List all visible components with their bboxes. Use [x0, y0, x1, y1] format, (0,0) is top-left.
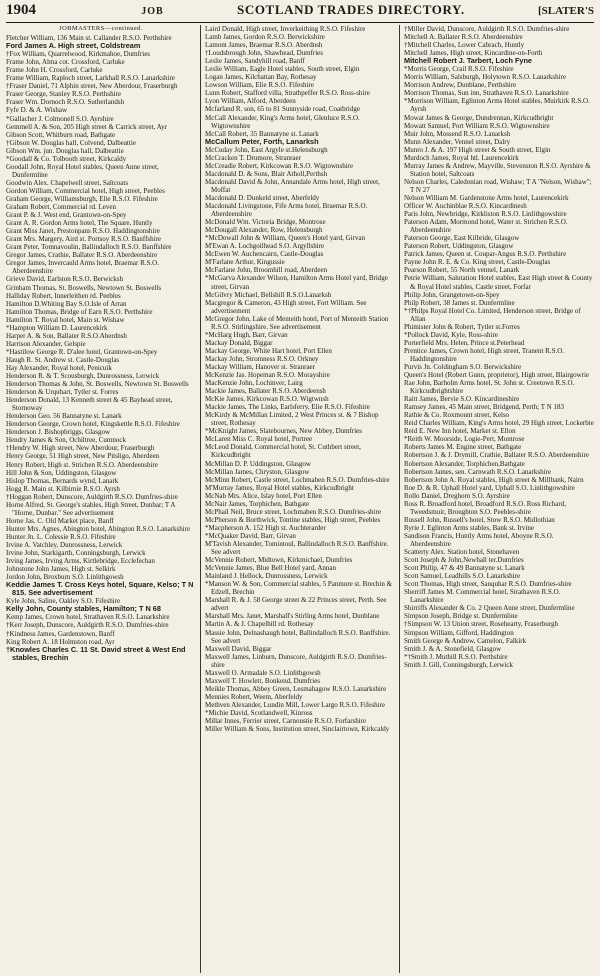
listing-entry: Frame John, Alma cot. Crossford, Carluke	[6, 58, 125, 67]
listing-entry: Maxwell T. Howlett, Bonkend, Dumfries	[205, 676, 321, 685]
listing-entry: McMillan D. P. Uddingston, Glasgow	[205, 459, 311, 468]
listing-entry: †Gibson W. Douglas hall, Colvend, Dalbeattie	[6, 138, 136, 147]
listing-entry: Henderson & Urquhart, Tytler st. Forres	[6, 388, 119, 397]
listing-entry-highlighted: McCallum Peter, Forth, Lanarksh	[205, 136, 319, 146]
listing-entry: M'Murray James, Royal Hotel stables, Kirkcudbright	[205, 483, 354, 492]
listing-entry: Scott Samuel, Leadhills S.O. Lanarkshire	[404, 572, 521, 581]
listing-entry: †Simpson W. 13 Union street, Rosehearty, Fraserburgh	[404, 620, 558, 629]
listing-entry: *Pollock David, Kyle, Ross-shire	[404, 330, 498, 339]
listing-entry: Hamilton T. Royal hotel, Main st. Wishaw	[6, 315, 125, 324]
listing-entry: Officer W. Auchinblae R.S.O. Kincardinesh	[404, 202, 527, 211]
listing-entry: Robertson J. & J. Drymill, Crathie, Ballater R.S.O. Aberdeenshire	[404, 451, 589, 460]
listing-entry: Lunn Robert, Stafford villa, Strathpeffer R.S.O. Ross-shire	[205, 89, 370, 98]
listing-entry: Munn Alexander, Vennel street, Dalry	[404, 137, 511, 146]
listing-entry: McLaren Miss C. Royal hotel, Portree	[205, 435, 313, 444]
listing-entry: Payne John R. E. & Co. King street, Castle-Douglas	[404, 258, 551, 267]
listing-entry: Hill John & Son, Uddingston, Glasgow	[6, 468, 117, 477]
listing-entry: †Mitchell Charles, Lower Cabrach, Huntly	[404, 41, 525, 50]
listing-entry: Murray James & Andrew, Mayville, Stevenston R.S.O. Ayrshire & Station hotel, Saltcoats	[404, 161, 591, 178]
listing-entry: Gordon William, Commercial hotel, High street, Peebles	[6, 186, 165, 195]
listing-entry: Maxwell David, Biggar	[205, 644, 272, 653]
listing-entry: Henderson J. Bishopbriggs, Glasgow	[6, 428, 111, 437]
listing-entry: †Hendry W. High street, New Aberdour, Fraserburgh	[6, 444, 155, 453]
listing-entry-highlighted: †Knowles Charles C. 11 St. David street & West End stables, Brechin	[6, 644, 186, 662]
listing-entry: Murdoch James, Royal htl. Laurencekirk	[404, 153, 519, 162]
listing-entry: Graham George, Williamsburgh, Elie R.S.O. Fifeshire	[6, 194, 158, 203]
listing-entry: *†Smith J. Muthill R.S.O. Perthshire	[404, 652, 508, 661]
listing-entry: Mackie James, Ballater R.S.O. Aberdeensh	[205, 387, 326, 396]
listing-entry: McNab Mrs. Alice, Islay hotel, Port Ellen	[205, 491, 322, 500]
listing-entry: †Hoggan Robert, Dunscore, Auldgirth R.S.O. Dumfries-shire	[6, 492, 178, 501]
publisher-label: [SLATER'S	[537, 5, 594, 17]
column-1	[6, 25, 196, 973]
listing-entry: Harrison Alexander, Gelspie	[6, 339, 86, 348]
listing-entry-highlighted: Mitchell Robert J. Tarbert, Loch Fyne	[404, 56, 532, 66]
listing-entry: Henderson R. & T. Scousburgh, Dunrossness, Lerwick	[6, 372, 160, 381]
listing-entry: *Goodall & Co. Tolbooth street, Kirkcaldy	[6, 154, 127, 163]
listing-entry: McPherson & Borthwick, Tontine stables, High street, Peebles	[205, 515, 381, 524]
listing-entry: *Hampton William D. Laurencekirk	[6, 323, 108, 332]
listing-entry: Hamilton Thomas, Bridge of Earn R.S.O. Perthshire	[6, 307, 153, 316]
listing-entry: Pearson Robert, 55 North vennel, Lanark	[404, 266, 520, 275]
listing-entry: Morrison Thomas, Sun inn, Strathaven R.S.O. Lanarkshire	[404, 89, 569, 98]
listing-entry: Marshall Mrs. Janet, Marshall's Stirling Arms hotel, Dunblane	[205, 612, 380, 621]
listing-entry: *Reith W. Moorside, Logie-Pert, Montrose	[404, 435, 525, 444]
listing-entry: Marshall R. & J. 58 George street & 22 Princes street, Perth. See advert	[205, 596, 387, 613]
column-divider	[200, 25, 201, 973]
listing-entry: Nelson William M. Gardenstone Arms hotel, Laurencekirk	[404, 193, 569, 202]
listing-entry: Simpson William, Gifford, Haddington	[404, 628, 514, 637]
listing-entry: Macdonald David & John, Annandale Arms hotel, High street, Moffat	[205, 177, 380, 194]
listing-entry: McCracken T. Drumore, Stranraer	[205, 153, 301, 162]
listing-entry: Kyle John, Saline, Oakley S.O. Fifeshire	[6, 597, 121, 606]
listing-entry: Rollo Daniel, Dreghorn S.O. Ayrshire	[404, 491, 510, 500]
listing-entry: Mitchell James, High street, Kincardine-on-Forth	[404, 49, 543, 58]
listing-entry: Graham Robert, Commercial rd. Leven	[6, 203, 117, 212]
listing-entry: Maxwell O. Armadale S.O. Linlithgowsh	[205, 668, 321, 677]
listing-entry: M'Farlane Arthur, Kingussie	[205, 258, 285, 267]
listing-entry: Russell John, Russell's hotel, Stow R.S.O. Midlothian	[404, 515, 555, 524]
listing-entry: Porterfield Mrs. Helen, Prince st.Peterhead	[404, 338, 525, 347]
listing-entry: †Loudsbrough John, Shawhead, Dumfries	[205, 49, 324, 58]
page-number: 1904	[6, 2, 36, 18]
listing-entry: Irving James, Irving Arms, Kirtlebridge, Ecclefechan	[6, 557, 155, 566]
listing-entry: Muir John, Mossend R.S.O. Lanarksh	[404, 129, 511, 138]
listing-entry-highlighted: Keddie James T. Cross Keys hotel, Square, Kelso; T N 815. See advertisement	[6, 580, 194, 598]
listing-entry: Macdonald D. Dunkeld street, Aberfeldy	[205, 193, 320, 202]
listing-entry: Rae John, Barholm Arms hotel, St. John st. Creetown R.S.O. Kirkcudbrightshire	[404, 379, 575, 396]
listing-entry: *McKnight James, Slatebournes, New Abbey, Dumfries	[205, 427, 363, 436]
listing-entry: *Manson W. & Son, Commercial stables, 5 Panmure st. Brechin & Edzell, Brechin	[205, 580, 393, 597]
listing-entry: Laird Donald, High street, Inverkeithing R.S.O. Fifeshire	[205, 25, 366, 33]
listing-entry: Paterson Robert, Uddingston, Glasgow	[404, 242, 514, 251]
listing-entry: McEwen W. Auchencairn, Castle-Douglas	[205, 250, 324, 259]
listing-entry: Henry George, 51 High street, New Pitsligo, Aberdeen	[6, 452, 160, 461]
listing-entry: Grieve David, Earlston R.S.O. Berwicksh	[6, 275, 124, 284]
listing-entry: Raitt James, Bervie S.O. Kincardineshire	[404, 395, 520, 404]
directory-title: SCOTLAND TRADES DIRECTORY.	[237, 2, 465, 17]
listing-entry: Robertson Alexander, Torphichen,Bathgate	[404, 459, 525, 468]
listing-entry: Fletcher William, 136 Main st. Callander R.S.O. Perthshire	[6, 34, 172, 43]
listing-entry: Smith J. & A. Stonefield, Glasgow	[404, 644, 502, 653]
listing-entry: Henry Robert, High st. Strichen R.S.O. Aberdeenshire	[6, 460, 158, 469]
listing-entry: M'Tavish Alexander, Tomintoul, Ballindalloch R.S.O. Banffshire. See advert	[205, 540, 389, 557]
listing-entry: Prentice James, Crown hotel, High street, Tranent R.S.O. Haddingtonshire	[404, 346, 565, 363]
listing-entry: Goodall John, Royal Hotel stables, Queen Anne street, Dunfermline	[6, 162, 159, 179]
listing-entry: Henderson George, Crown hotel, Kingskettle R.S.O. Fifeshire	[6, 420, 180, 429]
listing-entry: *McQuaker David, Barr, Girvan	[205, 531, 296, 540]
listing-entry: Lowson William, Elie R.S.O. Fifeshire	[205, 81, 314, 90]
column-2	[205, 25, 395, 973]
listing-entry: Frame John H. Crossford, Carluke	[6, 66, 103, 75]
listing-entry: Ryrie J. Eglinton Arms stables, Bank st. Irvine	[404, 523, 534, 532]
listing-entry: Goodwin Alex. Chapelwell street, Saltcoats	[6, 178, 129, 187]
listing-entry: †Kerr Joseph, Dunscore, Auldgirth R.S.O. Dumfries-shire	[6, 621, 169, 630]
listing-entry: Horne Alfred, St. George's stables, High Street, Dunbar; T A "Horne, Dunbar." See advertisement	[6, 500, 176, 517]
listing-entry: McGregor John, Lake of Menteith hotel, Port of Menteith Station R.S.O. Stirlingshire. See advertisement	[205, 314, 389, 331]
listing-entry: Munro J. & A. 197 High street & South street, Elgin	[404, 145, 551, 154]
listing-entry: Queen's Hotel (Robert Gunn, proprietor), High street, Blairgowrie	[404, 371, 590, 380]
listing-entry: Henderson Donald, 13 Kenneth street & 45 Bayhead street, Stornoway	[6, 396, 173, 413]
listing-entry: McLeod Donald, Commercial hotel, St. Cuthbert street, Kirkcudbright	[205, 443, 361, 460]
listing-entry: Sherriff James M. Commercial hotel, Strathaven R.S.O. Lanarkshire	[404, 588, 561, 605]
listing-entry: Purvis Jn. Coldingham S.O. Berwickshire	[404, 362, 522, 371]
listing-entry: Robertson James, sen. Carnwath R.S.O. Lanarkshire	[404, 467, 551, 476]
listing-entry: Miller William & Sons, Institution street, Sinclairtown, Kirkcaldy	[205, 725, 390, 734]
listing-entry: Mackay George, White Hart hotel, Port Ellen	[205, 346, 332, 355]
listing-entry: McPhail Neil, Bruce street, Lochmaben R.S.O. Dumfries-shire	[205, 507, 381, 516]
listing-entry: Maxwell James, Linburn, Dunscore, Auldgirth R.S.O. Dumfries-shire	[205, 652, 387, 669]
listing-entry: Methven Alexander, Lundin Mill, Lower Largo R.S.O. Fifeshire	[205, 700, 386, 709]
listing-entry: Harper A. & Son, Ballater R.S.O.Aberdnsh	[6, 331, 127, 340]
listing-entry: Hogg R. Main st. Kilbirnie R.S.O. Ayrsh	[6, 484, 120, 493]
listing-entry-highlighted: Ford James A. High street, Coldstream	[6, 41, 141, 51]
listing-entry: *Morris George, Crail R.S.O. Fifeshire	[404, 65, 514, 74]
listing-entry: Meikle Thomas, Abbey Green, Lesmahagow R.S.O. Lanarkshire	[205, 684, 387, 693]
listing-entry: McFarlane John, Broomhill road, Aberdeen	[205, 266, 328, 275]
listing-entry: McCall Alexander, King's Arms hotel, Glenluce R.S.O. Wigtownshire	[205, 113, 360, 130]
listing-entry: M'Ewan A. Lochgoilhead S.O. Argyllshire	[205, 242, 325, 251]
listing-entry: Gibson Scott, Whitburn road, Bathgate	[6, 130, 116, 139]
listing-entry: Philip John, Grangetown-on-Spey	[404, 290, 500, 299]
listing-entry: Robertson John A. Royal stables, High street & Millbank, Nairn	[404, 475, 584, 484]
listing-entry: McCreadie Robert, Kirkcowan R.S.O. Wigtownshire	[205, 161, 354, 170]
listing-entry: Paterson George, East Kilbride, Glasgow	[404, 234, 520, 243]
listing-entry: *Michie David, Scotlandwell, Kinross	[205, 708, 313, 717]
listing-entry: Fraser Wm. Dornoch R.S.O. Sutherlandsh	[6, 98, 125, 107]
listing-entry: Horne Jas. C. Old Market place, Banff	[6, 516, 114, 525]
listing-entry: Philp Robert, 38 James st. Dunfermline	[404, 298, 515, 307]
listing-entry: Grant Peter, Tomnavoulin, Ballindalloch R.S.O. Banffshire	[6, 243, 172, 252]
listing-entry: Shirriffs Alexander & Co. 2 Queen Anne street, Dunfermline	[404, 604, 575, 613]
listing-entry: Mackie James, The Links, Earlsferry, Elie R.S.O. Fifeshire	[205, 403, 370, 412]
listing-entry: Macdonald Livingstone, Fife Arms hotel, Braemar R.S.O. Aberdeenshire	[205, 202, 368, 219]
listing-entry: Logan James, Kilchattan Bay, Rothesay	[205, 73, 317, 82]
listing-entry: Millar Innes, Ferrier street, Carnoustie R.S.O. Forfarshire	[205, 717, 367, 726]
listing-entry: McVennie James, Blue Bell Hotel yard, Annan	[205, 564, 337, 573]
continuation-heading: JOBMASTERS—continued.	[59, 25, 143, 32]
listing-entry: Mowatt Samuel, Port William R.S.O. Wigtownshire	[404, 121, 550, 130]
listing-entry: *Gallacher J. Colmonell S.O. Ayrshire	[6, 114, 114, 123]
listing-entry: McKenzie Jas. Hopeman R.S.O. Morayshire	[205, 371, 330, 380]
listing-entry: Grant A. R. Gordon Arms hotel, The Square, Huntly	[6, 219, 153, 228]
listing-entry: Lamont James, Braemar R.S.O. Aberdnsh	[205, 41, 323, 50]
listing-entry: McKirdy & McMillan Limited, 2 West Princes st. & 7 Bishop street, Rothesay	[205, 411, 379, 428]
listing-entry: Scott Joseph & John,Newhall ter.Dumfries	[404, 556, 524, 565]
listing-entry: Grant Mrs. Margery, Aird st. Portsoy R.S.O. Banffshire	[6, 235, 162, 244]
listing-entry: Lyon William, Alford, Aberdeen	[205, 97, 296, 106]
listing-entry: Nelson Charles, Caledonian road, Wishaw; T A "Nelson, Wishaw"; T N 27	[404, 177, 592, 194]
listing-entry: Haugh R. St. Andrew st. Castle-Douglas	[6, 355, 120, 364]
listing-entry: Hay Alexander, Royal hotel, Penicuik	[6, 363, 112, 372]
listing-entry: Morris William, Salsburgh, Holytown R.S.O. Lanarkshire	[404, 73, 567, 82]
listing-entry: McCuday John, East Argyle st.Helensburgh	[205, 145, 328, 154]
listing-entry: MacKenzie John, Lochinver, Lairg	[205, 379, 303, 388]
listing-entry: Fraser George, Stanley R.S.O. Perthshire	[6, 90, 121, 99]
listing-entry: McKie James, Kirkcowan R.S.O. Wigtwnsh	[205, 395, 329, 404]
listing-entry: Paris John, Newbridge, Kirkliston R.S.O. Linlithgowshire	[404, 210, 567, 219]
listing-entry: Jordon John, Broxburn S.O. Linlithgowsh	[6, 573, 124, 582]
listing-entry: Kemp James, Crown hotel, Strathaven R.S.O. Lanarkshire	[6, 613, 170, 622]
listing-entry: Fyfe D. & A. Wishaw	[6, 106, 68, 115]
listing-entry: Halliday Robert, Innerleithen rd. Peebles	[6, 291, 121, 300]
listing-entry: Gemmell A. & Son, 205 High street & Carrick street, Ayr	[6, 122, 167, 131]
listing-entry: McDougall Alexander, Row, Helensburgh	[205, 226, 323, 235]
listing-entry: Hunter Jn. L. Colessie R.S.O. Fifeshire	[6, 532, 116, 541]
directory-columns	[6, 25, 594, 973]
listing-entry: Grant Miss Janet, Prestonpans R.S.O. Haddingtonshire	[6, 227, 160, 236]
listing-entry: Lamb James, Gordon R.S.O. Berwickshire	[205, 33, 325, 42]
listing-entry: Simpson Joseph, Bridge st. Dunfermline	[404, 612, 518, 621]
listing-entry: Gibson Wm. jun. Douglas hall, Dalbeattie	[6, 146, 124, 155]
listing-entry: *Hastilow George R. D'alee hotel, Grantown-on-Spey	[6, 347, 158, 356]
listing-entry: Mcfarland R. son, 65 to 81 Sunnyside road, Coatbridge	[205, 105, 360, 114]
column-3	[404, 25, 594, 973]
listing-entry: †Fox William, Quarrelwood, Kirkmahoe, Dumfries	[6, 50, 151, 59]
listing-entry: Martin A. & J. Chapelhill rd. Rothesay	[205, 620, 314, 629]
listing-entry: Mackay William, Hanover st. Stranraer	[205, 362, 315, 371]
listing-entry: Mackay John, Stromness R.S.O. Orkney	[205, 354, 319, 363]
listing-entry: Ross R. Broadford hotel, Broadford R.S.O. Ross Richard, Tweedsmuir, Broughton S.O. Peebles-shire	[404, 499, 566, 516]
listing-entry: *Macpherson A. 152 High st. Auchterarder	[205, 523, 326, 532]
listing-entry: McDonald Wm. Victoria Bridge, Montrose	[205, 218, 326, 227]
listing-entry: King Robert A. 18 Holmston road, Ayr	[6, 637, 115, 646]
listing-entry: Roe D. & R. Uphall Hotel yard, Uphall S.O. Linlithgowshire	[404, 483, 575, 492]
listing-entry: Phimister John & Robert, Tytler st.Forres	[404, 322, 520, 331]
listing-entry: McNair James, Torphichen, Bathgate	[205, 499, 310, 508]
listing-entry: McCall Robert, 35 Bannatyne st. Lanark	[205, 129, 319, 138]
listing-entry: Leslie William, Eagle Hotel stables, South street, Elgin	[205, 65, 360, 74]
listing-entry: *Morrison William, Eglinton Arms Hotel stables, Muirkirk R.S.O. Ayrsh	[404, 97, 590, 114]
listing-entry: McVennie Robert, Midtown, Kirkmichael, Dumfries	[205, 556, 353, 565]
listing-entry: Paterson Adam, Mormond hotel, Water st. Strichen R.S.O. Aberdeenshire	[404, 218, 568, 235]
listing-entry: Scott Philip, 47 & 49 Bannatyne st. Lanark	[404, 564, 525, 573]
listing-entry: Morrison Andrew, Dunblane, Perthshire	[404, 81, 517, 90]
listing-entry: McMinn Robert, Castle street, Lochmaben R.S.O. Dumfries-shire	[205, 475, 390, 484]
listing-entry: McMillan James, Chryston, Glasgow	[205, 467, 310, 476]
listing-entry: Grant P. & J. West end, Grantown-on-Spey	[6, 211, 127, 220]
listing-entry: Macdonald D. & Sons, Blair Atholl,Perthsh	[205, 169, 328, 178]
listing-entry: *†Philps Royal Hotel Co. Limited, Henderson street, Bridge of Allan	[404, 306, 581, 323]
listing-entry: Johnstone John James, High st. Selkirk	[6, 565, 116, 574]
listing-entry: Scatterty Alex. Station hotel, Stonehaven	[404, 548, 520, 557]
page-header	[6, 2, 594, 23]
listing-entry: Grinham Thomas, St. Boswells, Newtown St. Boswells	[6, 283, 162, 292]
section-label: JOB	[141, 6, 164, 17]
listing-entry-highlighted: Kelly John, County stables, Hamilton; T N 68	[6, 604, 161, 614]
listing-entry: Hunter Mrs. Agnes, Abington hotel, Abington R.S.O. Lanarkshire	[6, 524, 191, 533]
listing-entry: *McGarva Alexander Wilson, Hamilton Arms Hotel yard, Bridge street, Girvan	[205, 274, 388, 291]
listing-entry: Ramsey James, 45 Main street, Bridgend, Perth; T N 183	[404, 403, 564, 412]
listing-entry: Petrie William, Salutation Hotel stables, East High street & County & Royal Hotel stables, Castle street, Forfar	[404, 274, 593, 291]
listing-entry: Reid Charles William, King's Arms hotel, 29 High street, Lockerbie	[404, 419, 594, 428]
listing-entry: Mennies Robert, Weem, Aberfeldy	[205, 692, 303, 701]
listing-entry: Gregor James, Crathie, Ballater R.S.O. Aberdeenshire	[6, 251, 158, 260]
column-divider	[399, 25, 400, 973]
listing-entry: Henderson Geo. 56 Bannatyne st. Lanark	[6, 412, 122, 421]
listing-entry: Hamilton D.Whiting Bay S.O.Isle of Arran	[6, 299, 127, 308]
listing-entry: Patrick James, Queen st. Coupar-Angus R.S.O. Perthshire	[404, 250, 567, 259]
listing-entry: Irvine A. Vatchley, Dunrossness, Lerwick	[6, 541, 123, 549]
listing-entry: Roberts James M. Engine street, Bathgate	[404, 443, 522, 452]
listing-entry: Macgregor & Cameron, 43 High street, Fort William. See advertisement	[205, 298, 367, 315]
listing-entry: †Fraser Daniel, 71 Alphin street, New Aberdour, Fraserburgh	[6, 82, 178, 91]
listing-entry: Rathie & Co. Roxmount street, Kelso	[404, 411, 510, 420]
listing-entry: Mainland J. Hellock, Dunrossness, Lerwick	[205, 572, 328, 581]
listing-entry: Sandison Francis, Huntly Arms hotel, Aboyne R.S.O. Aberdeenshire	[404, 531, 554, 548]
listing-entry: Reid E. New Inn hotel, Market st. Ellon	[404, 427, 516, 436]
listing-entry: Massie John, Delnashaugh hotel, Ballindalloch R.S.O. Banffshire. See advert	[205, 628, 391, 645]
listing-entry: Leslie James, Sandyhill road, Banff	[205, 57, 305, 66]
listing-entry: Smith J. Gill, Conningsburgh, Lerwick	[404, 660, 513, 669]
listing-entry: †Miller David, Dunscore, Auldgirth R.S.O. Dumfries-shire	[404, 25, 570, 33]
listing-entry: Mackay Donald, Biggar	[205, 338, 273, 347]
listing-entry: *McDowall John & William, Queen's Hotel yard, Girvan	[205, 234, 366, 243]
listing-entry: Irvine John, Starkigarth, Conningsburgh, Lerwick	[6, 549, 146, 558]
listing-entry: †Kindness James, Gardenstown, Banff	[6, 629, 115, 638]
listing-entry: McGilvry Michael, Bellshill R.S.O.Lanarksh	[205, 290, 332, 299]
listing-entry: Mowat James & George, Dundrennan, Kirkcudbright	[404, 113, 554, 122]
listing-entry: Hislop Thomas, Bernards wynd, Lanark	[6, 476, 119, 485]
listing-entry: Frame William, Raploch street, Larkhall R.S.O. Lanarkshire	[6, 74, 175, 83]
listing-entry: Mitchell A. Ballater R.S.O. Aberdeenshire	[404, 33, 523, 42]
listing-entry: Gregor James, Invercauld Arms hotel, Braemar R.S.O. Aberdeenshire	[6, 259, 159, 276]
listing-entry: *McHarg Hugh, Barr, Girvan	[205, 330, 288, 339]
listing-entry: Hendry James & Son, Ochiltree, Cumnock	[6, 436, 126, 445]
listing-entry: Scott Thomas, High street, Sanquhar R.S.O. Dumfries-shire	[404, 580, 572, 589]
listing-entry: Smith George & Andrew, Camelon, Falkirk	[404, 636, 527, 645]
listing-entry: Henderson Thomas & John, St. Boswells, Newtown St. Boswells	[6, 380, 189, 389]
